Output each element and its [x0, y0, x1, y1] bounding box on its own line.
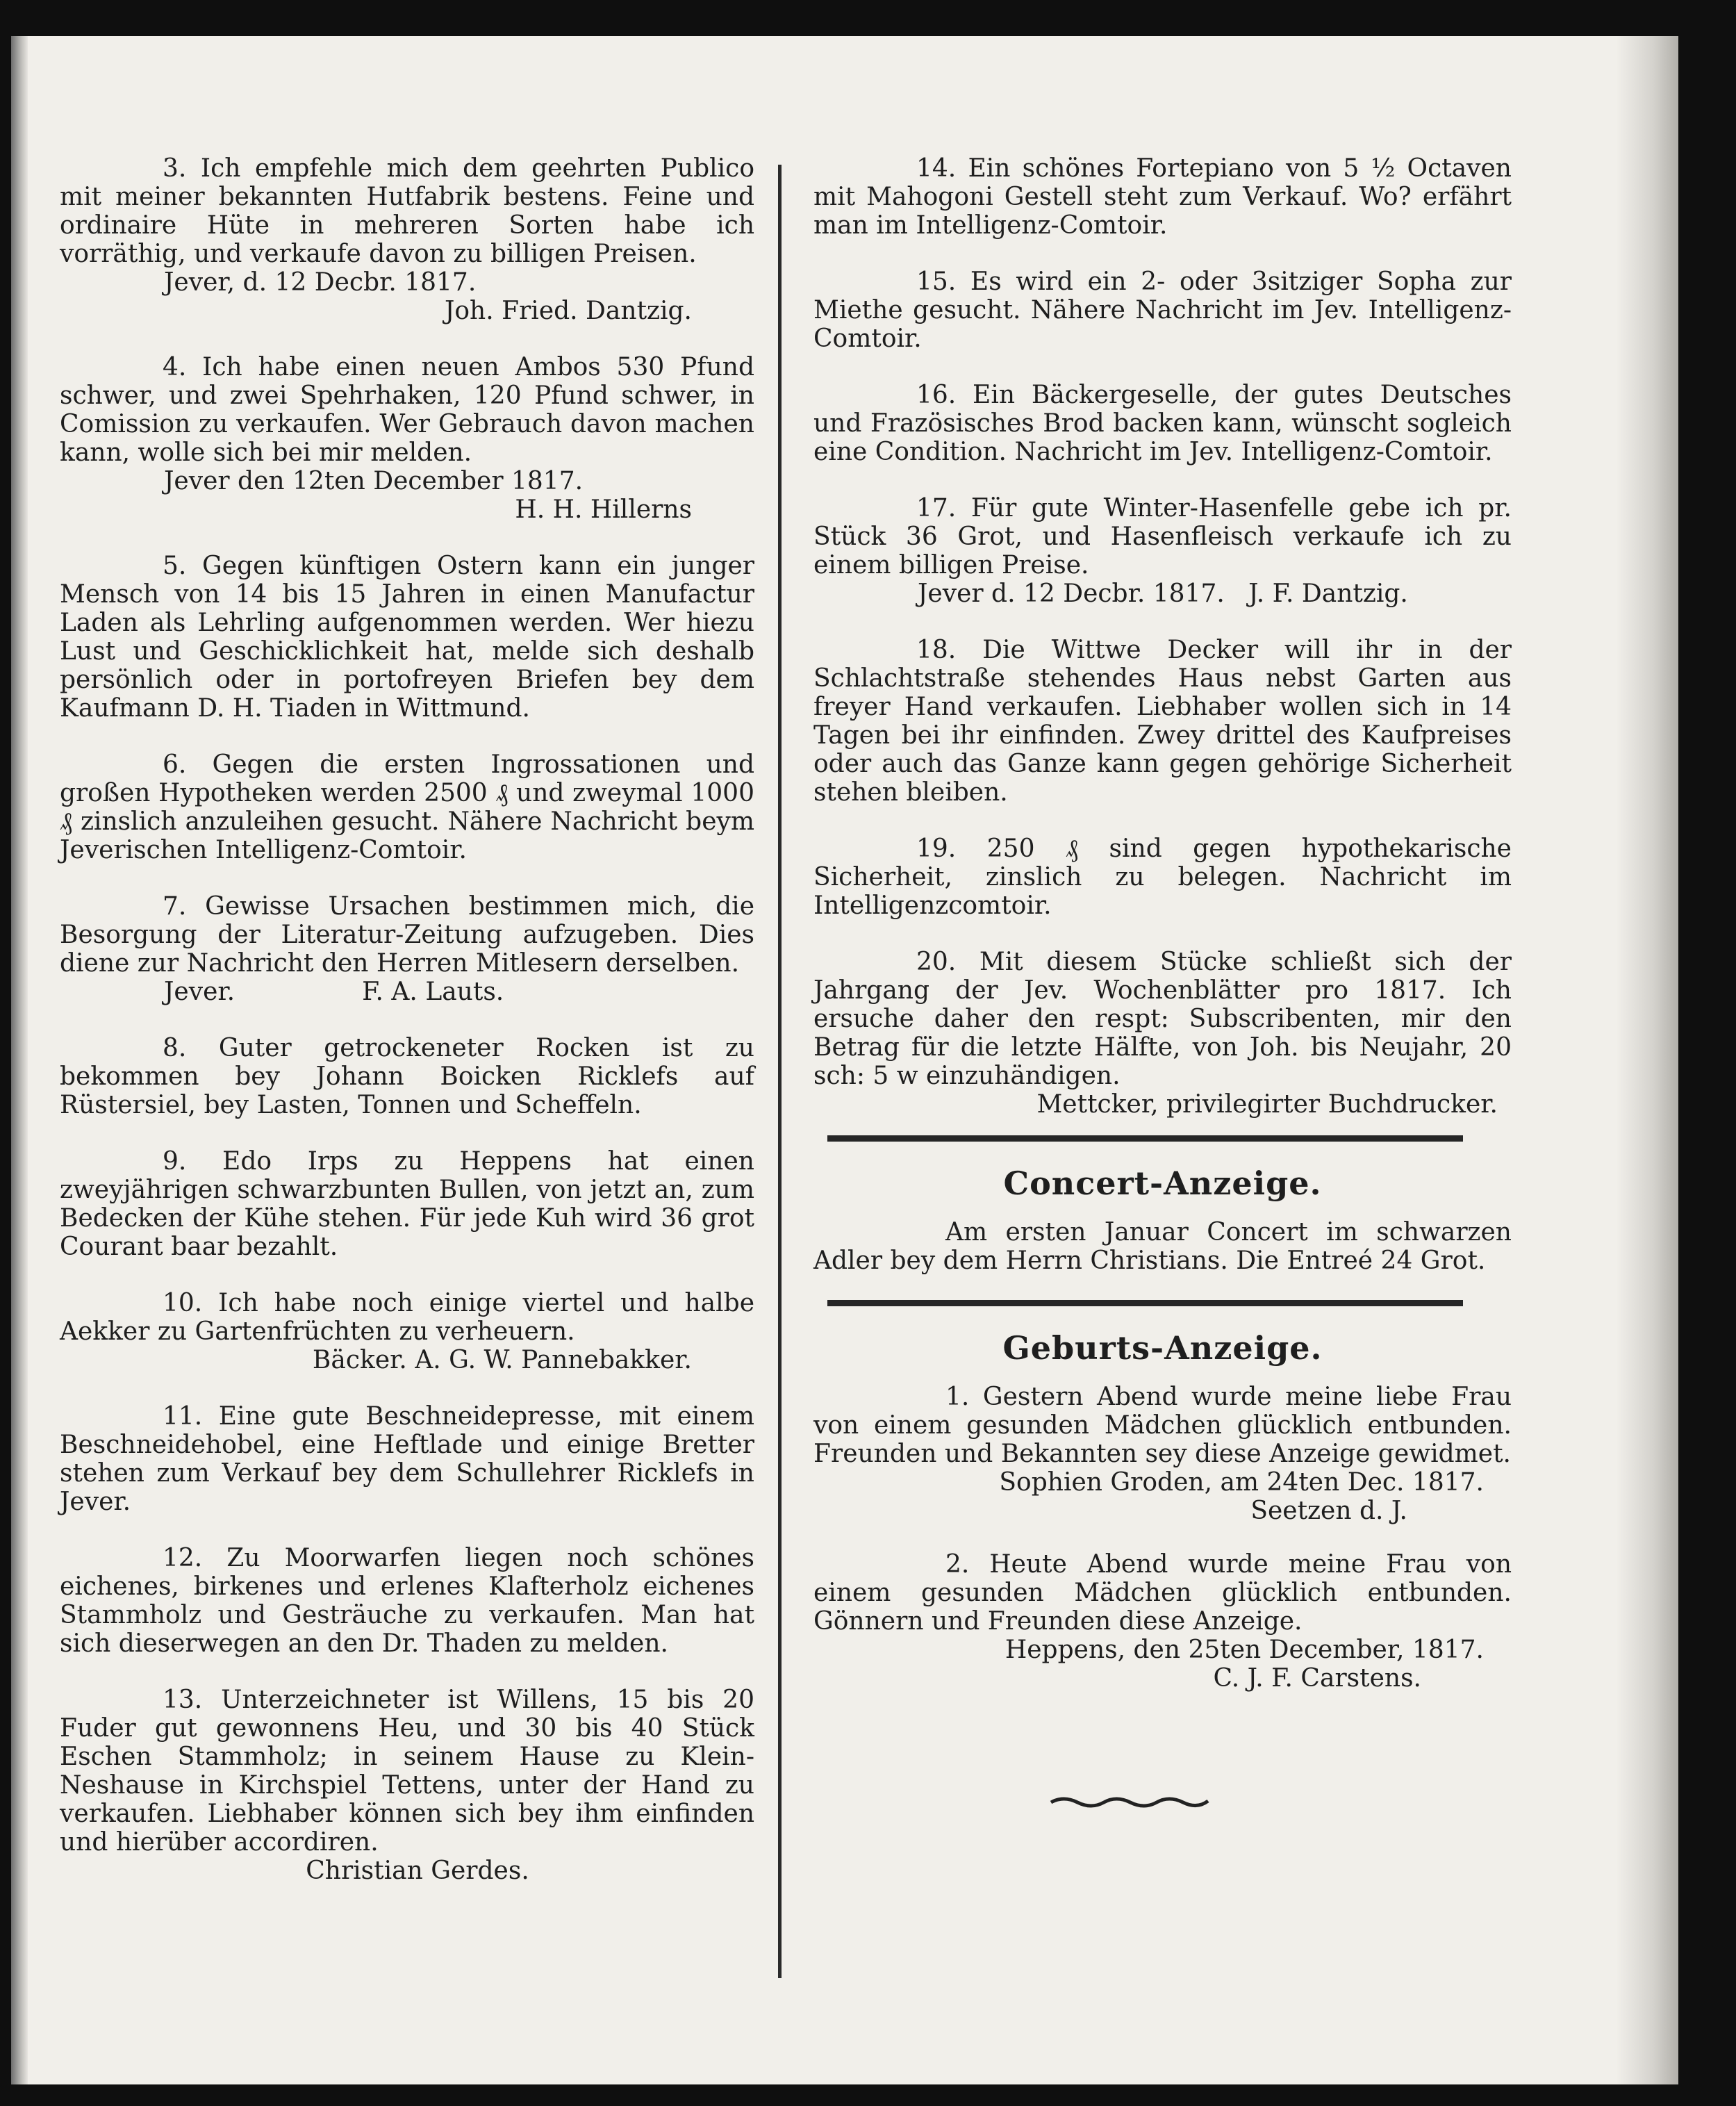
notice-10 — [60, 1289, 754, 1374]
notice-place-signature: Jever. F. A. Lauts. — [164, 978, 504, 1006]
birth-notice-1 — [813, 1383, 1512, 1525]
notice-17 — [813, 494, 1512, 608]
birth-place-date: Sophien Groden, am 24ten Dec. 1817. — [999, 1468, 1484, 1497]
notice-body: 3. Ich empfehle mich dem geehrten Publico mit meiner bekannten Hutfabrik bestens. Feine und ordinaire Hüte in mehreren Sorten habe ich vorräthig, und verkaufe davon zu billigen Preisen. — [60, 154, 754, 268]
notice-14 — [813, 154, 1512, 240]
births-heading: Geburts-Anzeige. — [1002, 1329, 1323, 1367]
notice-12 — [60, 1544, 754, 1658]
notice-body: 18. Die Wittwe Decker will ihr in der Schlachtstraße stehendes Haus nebst Garten aus freyer Hand verkaufen. Liebhaber wollen sich in 14 Tagen bei ihr einfinden. Zwey drittel des Kaufpreises oder auch das Ganze kann gegen gehörige Sicherheit stehen bleiben. — [813, 636, 1512, 807]
notice-body: 11. Eine gute Beschneidepresse, mit einem Beschneidehobel, eine Heftlade und einige Bretter stehen zum Verkauf bey dem Schullehrer Ricklefs in Jever. — [60, 1402, 754, 1516]
page-edge-shadow — [1616, 36, 1678, 2084]
notice-13 — [60, 1686, 754, 1885]
notice-body: 6. Gegen die ersten Ingrossationen und großen Hypotheken werden 2500 ₰ und zweymal 1000 ₰ zinslich anzuleihen gesucht. Nähere Nachricht beym Jeverischen Intelligenz-Comtoir. — [60, 750, 754, 864]
notice-body: 19. 250 ₰ sind gegen hypothekarische Sicherheit, zinslich zu belegen. Nachricht im Intelligenzcomtoir. — [813, 834, 1512, 920]
notice-place-date: Jever, d. 12 Decbr. 1817. — [164, 268, 477, 297]
notice-body: 16. Ein Bäckergeselle, der gutes Deutsches und Frazösisches Brod backen kann, wünscht sogleich eine Condition. Nachricht im Jev. Intelligenz-Comtoir. — [813, 381, 1512, 466]
notice-body: 13. Unterzeichneter ist Willens, 15 bis 20 Fuder gut gewonnens Heu, und 30 bis 40 Stück Eschen Stammholz; in seinem Hause zu Klein-Neshause in Kirchspiel Tettens, unter der Hand zu verkaufen. Liebhaber können sich bey ihm einfinden und hierüber accordiren. — [60, 1686, 754, 1857]
notice-body: 7. Gewisse Ursachen bestimmen mich, die Besorgung der Literatur-Zeitung aufzugeben. Dies diene zur Nachricht den Herren Mitlesern derselben. — [60, 892, 754, 978]
concert-heading: Concert-Anzeige. — [1003, 1165, 1322, 1202]
notice-body: 12. Zu Moorwarfen liegen noch schönes eichenes, birkenes und erlenes Klafterholz eichenes Stammholz und Gesträuche zu verkaufen. Man hat sich dieserwegen an den Dr. Thaden zu melden. — [60, 1544, 754, 1658]
birth-body: 1. Gestern Abend wurde meine liebe Frau von einem gesunden Mädchen glücklich entbunden. Freunden und Bekannten sey diese Anzeige gewidmet. — [813, 1383, 1512, 1468]
birth-signature: Seetzen d. J. — [1250, 1497, 1407, 1525]
left-column — [60, 154, 754, 1913]
newspaper-page — [11, 36, 1678, 2084]
notice-place-signature: Jever d. 12 Decbr. 1817. J. F. Dantzig. — [918, 579, 1408, 608]
notice-body: 10. Ich habe noch einige viertel und halbe Aekker zu Gartenfrüchten zu verheuern. — [60, 1289, 754, 1346]
notice-signature: Bäcker. A. G. W. Pannebakker. — [312, 1346, 692, 1374]
notice-4 — [60, 353, 754, 524]
column-divider — [778, 165, 782, 1978]
notice-18 — [813, 636, 1512, 807]
notice-signature: Christian Gerdes. — [306, 1857, 529, 1885]
notice-8 — [60, 1034, 754, 1119]
notice-3 — [60, 154, 754, 325]
notice-body: 8. Guter getrockeneter Rocken ist zu bekommen bey Johann Boicken Ricklefs auf Rüstersiel, bey Lasten, Tonnen und Scheffeln. — [60, 1034, 754, 1119]
notice-signature: H. H. Hillerns — [515, 495, 692, 524]
birth-signature: C. J. F. Carstens. — [1213, 1664, 1421, 1693]
notice-place-date: Jever den 12ten December 1817. — [164, 467, 584, 495]
notice-9 — [60, 1147, 754, 1261]
birth-notice-2 — [813, 1550, 1512, 1693]
notice-5 — [60, 552, 754, 723]
notice-body: 15. Es wird ein 2- oder 3sitziger Sopha zur Miethe gesucht. Nähere Nachricht im Jev. Intelligenz-Comtoir. — [813, 268, 1512, 353]
concert-body: Am ersten Januar Concert im schwarzen Adler bey dem Herrn Christians. Die Entreé 24 Grot. — [813, 1218, 1512, 1275]
notice-body: 20. Mit diesem Stücke schließt sich der Jahrgang der Jev. Wochenblätter pro 1817. Ich ersuche daher den respt: Subscribenten, mir den Betrag für die letzte Hälfte, von Joh. bis Neujahr, 20 sch: 5 w einzuhändigen. — [813, 948, 1512, 1090]
notice-signature: Joh. Fried. Dantzig. — [444, 297, 692, 325]
notice-body: 14. Ein schönes Fortepiano von 5 ½ Octaven mit Mahogoni Gestell steht zum Verkauf. Wo? erfährt man im Intelligenz-Comtoir. — [813, 154, 1512, 240]
section-rule — [827, 1135, 1463, 1142]
notice-7 — [60, 892, 754, 1006]
notice-signature: Mettcker, privilegirter Buchdrucker. — [1036, 1090, 1498, 1119]
notice-6 — [60, 750, 754, 864]
birth-place-date: Heppens, den 25ten December, 1817. — [1005, 1636, 1484, 1664]
binding-gutter — [11, 36, 28, 2084]
notice-20 — [813, 948, 1512, 1119]
closing-flourish-ornament — [1050, 1794, 1209, 1808]
notice-body: 9. Edo Irps zu Heppens hat einen zweyjährigen schwarzbunten Bullen, von jetzt an, zum Bedecken der Kühe stehen. Für jede Kuh wird 36 grot Courant baar bezahlt. — [60, 1147, 754, 1261]
notice-16 — [813, 381, 1512, 466]
notice-11 — [60, 1402, 754, 1516]
concert-notice — [813, 1218, 1512, 1275]
notice-body: 5. Gegen künftigen Ostern kann ein junger Mensch von 14 bis 15 Jahren in einen Manufactur Laden als Lehrling aufgenommen werden. Wer hiezu Lust und Geschicklichkeit hat, melde sich deshalb persönlich oder in portofreyen Briefen bey dem Kaufmann D. H. Tiaden in Wittmund. — [60, 552, 754, 723]
notice-body: 17. Für gute Winter-Hasenfelle gebe ich pr. Stück 36 Grot, und Hasenfleisch verkaufe ich zu einem billigen Preise. — [813, 494, 1512, 579]
section-rule — [827, 1300, 1463, 1306]
right-column — [813, 154, 1512, 1811]
notice-15 — [813, 268, 1512, 353]
notice-body: 4. Ich habe einen neuen Ambos 530 Pfund schwer, und zwei Spehrhaken, 120 Pfund schwer, in Comission zu verkaufen. Wer Gebrauch davon machen kann, wolle sich bei mir melden. — [60, 353, 754, 467]
birth-body: 2. Heute Abend wurde meine Frau von einem gesunden Mädchen glücklich entbunden. Gönnern und Freunden diese Anzeige. — [813, 1550, 1512, 1636]
notice-19 — [813, 834, 1512, 920]
